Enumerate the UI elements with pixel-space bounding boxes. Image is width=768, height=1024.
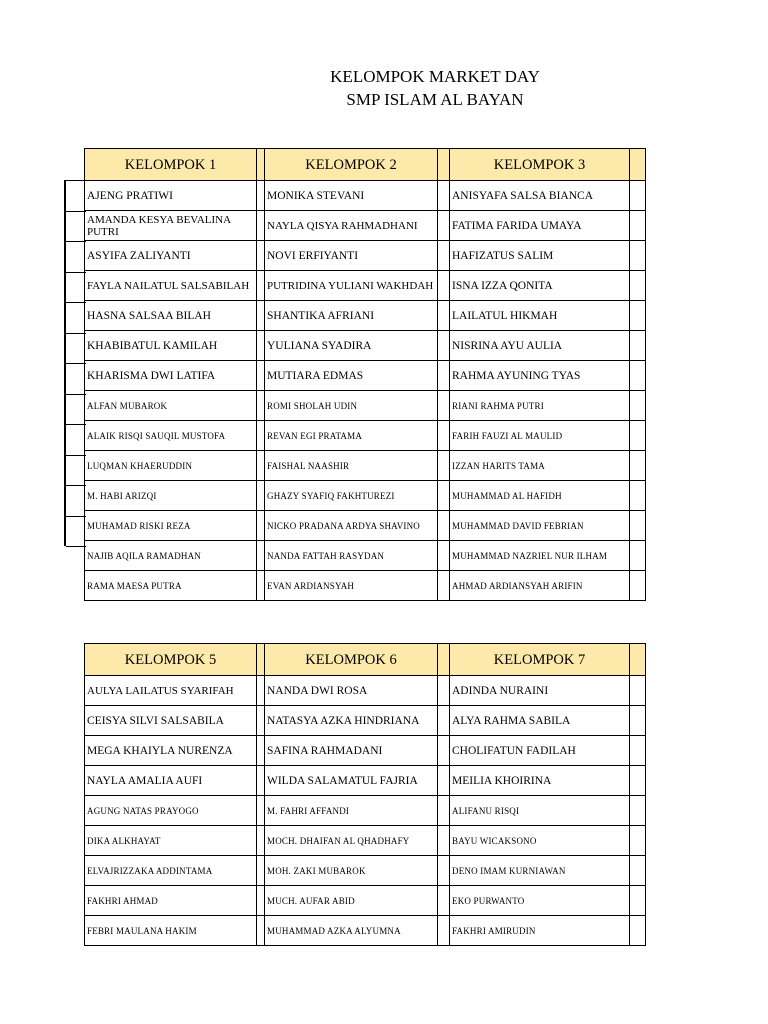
spacer-cell: [438, 149, 450, 181]
member-name-cell: MOH. ZAKI MUBAROK: [265, 856, 438, 886]
spacer-cell: [630, 211, 646, 241]
spacer-cell: [257, 856, 265, 886]
margin-tick: [66, 302, 86, 303]
spacer-cell: [438, 571, 450, 601]
spacer-cell: [257, 361, 265, 391]
spacer-cell: [438, 331, 450, 361]
spacer-cell: [438, 451, 450, 481]
spacer-cell: [438, 391, 450, 421]
row-margin-marks: [64, 180, 84, 546]
spacer-cell: [257, 481, 265, 511]
spacer-cell: [438, 826, 450, 856]
member-name-cell: NAYLA AMALIA AUFI: [85, 766, 257, 796]
table-row: [85, 796, 646, 826]
spacer-cell: [257, 916, 265, 946]
member-name-cell: RIANI RAHMA PUTRI: [450, 391, 630, 421]
member-name-cell: DENO IMAM KURNIAWAN: [450, 856, 630, 886]
member-name-cell: NAYLA QISYA RAHMADHANI: [265, 211, 438, 241]
margin-tick: [66, 546, 86, 547]
group-header: KELOMPOK 1: [85, 149, 257, 181]
spacer-cell: [257, 541, 265, 571]
spacer-cell: [630, 181, 646, 211]
member-name-cell: AMANDA KESYA BEVALINA PUTRI: [85, 211, 257, 241]
spacer-cell: [630, 676, 646, 706]
spacer-cell: [257, 766, 265, 796]
member-name-cell: HASNA SALSAA BILAH: [85, 301, 257, 331]
table-row: [85, 421, 646, 451]
member-name-cell: SHANTIKA AFRIANI: [265, 301, 438, 331]
spacer-cell: [257, 571, 265, 601]
spacer-cell: [438, 181, 450, 211]
title-line-1: KELOMPOK MARKET DAY: [330, 67, 540, 86]
spacer-cell: [630, 361, 646, 391]
spacer-cell: [438, 361, 450, 391]
table-row: [85, 676, 646, 706]
member-name-cell: ALIFANU RISQI: [450, 796, 630, 826]
spacer-cell: [630, 644, 646, 676]
member-name-cell: ASYIFA ZALIYANTI: [85, 241, 257, 271]
title-line-2: SMP ISLAM AL BAYAN: [346, 90, 524, 109]
spacer-cell: [630, 149, 646, 181]
group-header: KELOMPOK 3: [450, 149, 630, 181]
member-name-cell: M. FAHRI AFFANDI: [265, 796, 438, 826]
member-name-cell: LUQMAN KHAERUDDIN: [85, 451, 257, 481]
member-name-cell: ELVAJRIZZAKA ADDINTAMA: [85, 856, 257, 886]
spacer-cell: [438, 541, 450, 571]
member-name-cell: NANDA DWI ROSA: [265, 676, 438, 706]
member-name-cell: CHOLIFATUN FADILAH: [450, 736, 630, 766]
spacer-cell: [257, 826, 265, 856]
member-name-cell: IZZAN HARITS TAMA: [450, 451, 630, 481]
margin-tick: [66, 363, 86, 364]
table-row: [85, 271, 646, 301]
member-name-cell: FAKHRI AMIRUDIN: [450, 916, 630, 946]
margin-tick: [66, 455, 86, 456]
member-name-cell: MUCH. AUFAR ABID: [265, 886, 438, 916]
margin-tick: [66, 394, 86, 395]
member-name-cell: AULYA LAILATUS SYARIFAH: [85, 676, 257, 706]
table-header-row: [85, 149, 646, 181]
member-name-cell: SAFINA RAHMADANI: [265, 736, 438, 766]
member-name-cell: KHARISMA DWI LATIFA: [85, 361, 257, 391]
table-row: [85, 916, 646, 946]
member-name-cell: MUTIARA EDMAS: [265, 361, 438, 391]
spacer-cell: [630, 766, 646, 796]
spacer-cell: [257, 706, 265, 736]
member-name-cell: FARIH FAUZI AL MAULID: [450, 421, 630, 451]
spacer-cell: [630, 856, 646, 886]
member-name-cell: PUTRIDINA YULIANI WAKHDAH: [265, 271, 438, 301]
spacer-cell: [438, 301, 450, 331]
spacer-cell: [257, 391, 265, 421]
member-name-cell: MONIKA STEVANI: [265, 181, 438, 211]
spacer-cell: [438, 241, 450, 271]
member-name-cell: NISRINA AYU AULIA: [450, 331, 630, 361]
spacer-cell: [257, 676, 265, 706]
spacer-cell: [438, 511, 450, 541]
table-row: [85, 736, 646, 766]
table-row: [85, 766, 646, 796]
spacer-cell: [438, 736, 450, 766]
table-row: [85, 451, 646, 481]
spacer-cell: [257, 241, 265, 271]
member-name-cell: FATIMA FARIDA UMAYA: [450, 211, 630, 241]
spacer-cell: [630, 706, 646, 736]
member-name-cell: GHAZY SYAFIQ FAKHTUREZI: [265, 481, 438, 511]
spacer-cell: [257, 301, 265, 331]
table-row: [85, 541, 646, 571]
table-row: [85, 706, 646, 736]
table-row: [85, 391, 646, 421]
member-name-cell: BAYU WICAKSONO: [450, 826, 630, 856]
spacer-cell: [630, 541, 646, 571]
spacer-cell: [257, 149, 265, 181]
member-name-cell: YULIANA SYADIRA: [265, 331, 438, 361]
member-name-cell: EVAN ARDIANSYAH: [265, 571, 438, 601]
table-row: [85, 856, 646, 886]
spacer-cell: [630, 481, 646, 511]
member-name-cell: ALAIK RISQI SAUQIL MUSTOFA: [85, 421, 257, 451]
spacer-cell: [257, 451, 265, 481]
spacer-cell: [630, 241, 646, 271]
spacer-cell: [438, 421, 450, 451]
margin-tick: [66, 424, 86, 425]
spacer-cell: [257, 796, 265, 826]
spacer-cell: [630, 796, 646, 826]
member-name-cell: NICKO PRADANA ARDYA SHAVINO: [265, 511, 438, 541]
group-table-1-3: [84, 148, 646, 601]
member-name-cell: NOVI ERFIYANTI: [265, 241, 438, 271]
spacer-cell: [257, 331, 265, 361]
member-name-cell: RAHMA AYUNING TYAS: [450, 361, 630, 391]
table-row: [85, 241, 646, 271]
spacer-cell: [257, 211, 265, 241]
margin-tick: [66, 333, 86, 334]
member-name-cell: ROMI SHOLAH UDIN: [265, 391, 438, 421]
member-name-cell: ANISYAFA SALSA BIANCA: [450, 181, 630, 211]
spacer-cell: [438, 211, 450, 241]
member-name-cell: ALYA RAHMA SABILA: [450, 706, 630, 736]
spacer-cell: [630, 736, 646, 766]
margin-tick: [66, 180, 86, 181]
spacer-cell: [438, 644, 450, 676]
member-name-cell: MUHAMMAD DAVID FEBRIAN: [450, 511, 630, 541]
member-name-cell: MUHAMAD RISKI REZA: [85, 511, 257, 541]
member-name-cell: KHABIBATUL KAMILAH: [85, 331, 257, 361]
member-name-cell: HAFIZATUS SALIM: [450, 241, 630, 271]
member-name-cell: MOCH. DHAIFAN AL QHADHAFY: [265, 826, 438, 856]
spacer-cell: [630, 511, 646, 541]
spacer-cell: [630, 301, 646, 331]
table-row: [85, 886, 646, 916]
member-name-cell: MUHAMMAD NAZRIEL NUR ILHAM: [450, 541, 630, 571]
spacer-cell: [438, 706, 450, 736]
group-header: KELOMPOK 2: [265, 149, 438, 181]
table-row: [85, 301, 646, 331]
table-row: [85, 331, 646, 361]
member-name-cell: FAISHAL NAASHIR: [265, 451, 438, 481]
member-name-cell: NANDA FATTAH RASYDAN: [265, 541, 438, 571]
member-name-cell: MUHAMMAD AL HAFIDH: [450, 481, 630, 511]
member-name-cell: AJENG PRATIWI: [85, 181, 257, 211]
spacer-cell: [438, 916, 450, 946]
member-name-cell: MEGA KHAIYLA NURENZA: [85, 736, 257, 766]
spacer-cell: [257, 271, 265, 301]
member-name-cell: AHMAD ARDIANSYAH ARIFIN: [450, 571, 630, 601]
spacer-cell: [257, 181, 265, 211]
table-row: [85, 361, 646, 391]
member-name-cell: WILDA SALAMATUL FAJRIA: [265, 766, 438, 796]
spacer-cell: [630, 571, 646, 601]
margin-tick: [66, 272, 86, 273]
spacer-cell: [630, 916, 646, 946]
spacer-cell: [630, 451, 646, 481]
table-row: [85, 181, 646, 211]
table-row: [85, 571, 646, 601]
member-name-cell: MUHAMMAD AZKA ALYUMNA: [265, 916, 438, 946]
spacer-cell: [630, 271, 646, 301]
spacer-cell: [630, 826, 646, 856]
spacer-cell: [257, 736, 265, 766]
member-name-cell: CEISYA SILVI SALSABILA: [85, 706, 257, 736]
spacer-cell: [257, 511, 265, 541]
member-name-cell: ADINDA NURAINI: [450, 676, 630, 706]
member-name-cell: EKO PURWANTO: [450, 886, 630, 916]
member-name-cell: DIKA ALKHAYAT: [85, 826, 257, 856]
table-row: [85, 511, 646, 541]
member-name-cell: LAILATUL HIKMAH: [450, 301, 630, 331]
spacer-cell: [257, 644, 265, 676]
table-header-row: [85, 644, 646, 676]
table-row: [85, 826, 646, 856]
member-name-cell: FAYLA NAILATUL SALSABILAH: [85, 271, 257, 301]
spacer-cell: [630, 886, 646, 916]
member-name-cell: M. HABI ARIZQI: [85, 481, 257, 511]
spacer-cell: [630, 391, 646, 421]
margin-tick: [66, 516, 86, 517]
spacer-cell: [257, 886, 265, 916]
spacer-cell: [438, 481, 450, 511]
member-name-cell: AGUNG NATAS PRAYOGO: [85, 796, 257, 826]
table-row: [85, 481, 646, 511]
group-header: KELOMPOK 5: [85, 644, 257, 676]
spacer-cell: [630, 421, 646, 451]
spacer-cell: [438, 271, 450, 301]
group-header: KELOMPOK 7: [450, 644, 630, 676]
table-row: [85, 211, 646, 241]
member-name-cell: FAKHRI AHMAD: [85, 886, 257, 916]
member-name-cell: REVAN EGI PRATAMA: [265, 421, 438, 451]
spacer-cell: [257, 421, 265, 451]
member-name-cell: RAMA MAESA PUTRA: [85, 571, 257, 601]
spacer-cell: [438, 676, 450, 706]
margin-tick: [66, 211, 86, 212]
member-name-cell: MEILIA KHOIRINA: [450, 766, 630, 796]
spacer-cell: [630, 331, 646, 361]
member-name-cell: NAJIB AQILA RAMADHAN: [85, 541, 257, 571]
member-name-cell: FEBRI MAULANA HAKIM: [85, 916, 257, 946]
spacer-cell: [438, 856, 450, 886]
spacer-cell: [438, 886, 450, 916]
spacer-cell: [438, 796, 450, 826]
group-header: KELOMPOK 6: [265, 644, 438, 676]
spacer-cell: [438, 766, 450, 796]
member-name-cell: NATASYA AZKA HINDRIANA: [265, 706, 438, 736]
member-name-cell: ALFAN MUBAROK: [85, 391, 257, 421]
margin-tick: [66, 241, 86, 242]
margin-tick: [66, 485, 86, 486]
group-table-5-7: [84, 643, 646, 946]
member-name-cell: ISNA IZZA QONITA: [450, 271, 630, 301]
